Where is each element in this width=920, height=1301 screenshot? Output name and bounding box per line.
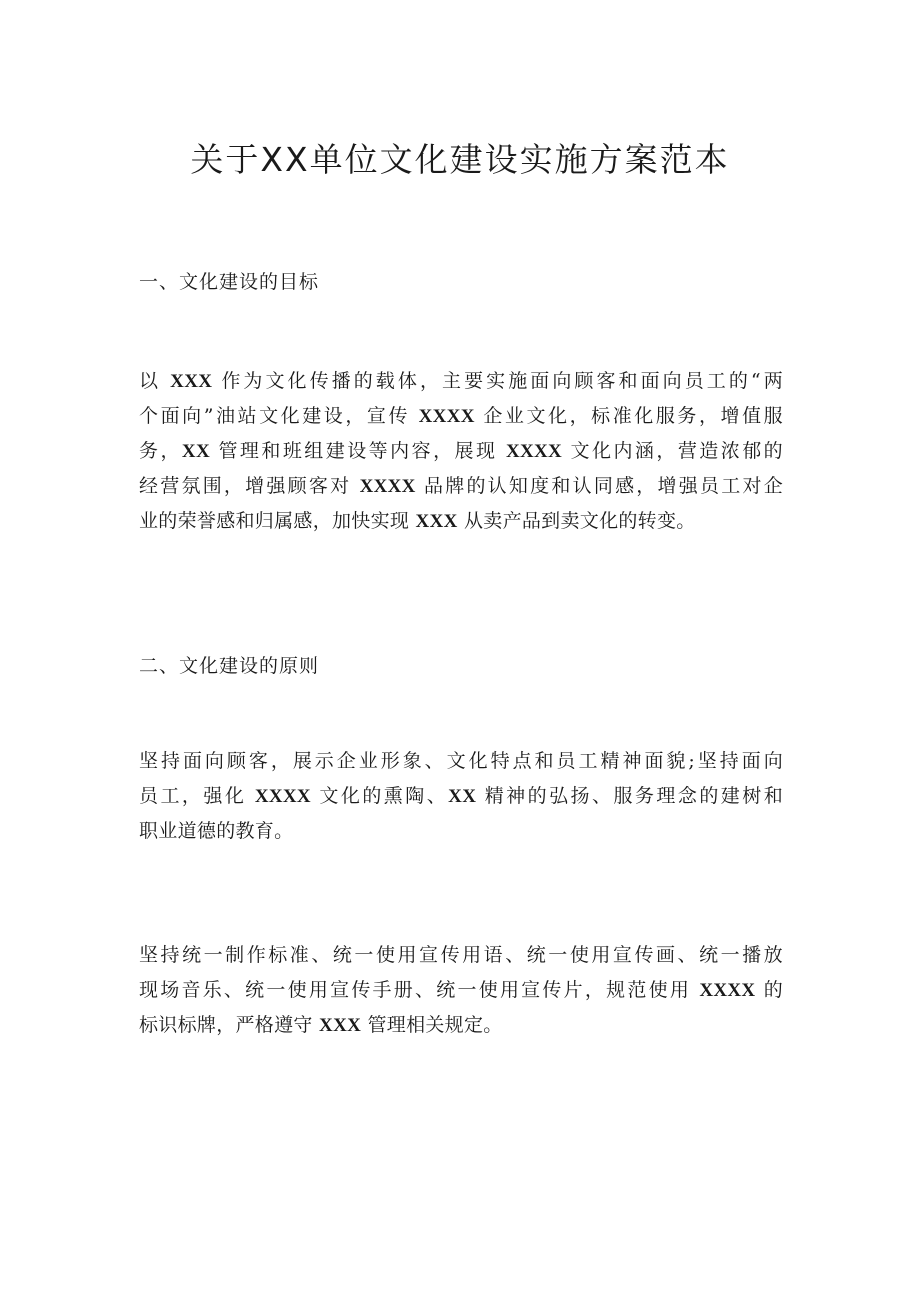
paragraph-line: 业的荣誉感和归属感，加快实现 XXX 从卖产品到卖文化的转变。 (139, 510, 696, 532)
paragraph-line: 经营氛围，增强顾客对 XXXX 品牌的认知度和认同感，增强员工对企 (139, 475, 783, 497)
paragraph-line: 坚持面向顾客，展示企业形象、文化特点和员工精神面貌;坚持面向 (139, 750, 783, 772)
placeholder-token: XX (181, 441, 210, 462)
principles-paragraph-1 (139, 744, 783, 849)
paragraph-line: 员工，强化 XXXX 文化的熏陶、XX 精神的弘扬、服务理念的建树和 (139, 785, 784, 807)
placeholder-token: XXXX (699, 980, 756, 1001)
section-heading-goals: 一、文化建设的目标 (139, 271, 320, 293)
placeholder-token: XXXX (505, 441, 563, 462)
goals-paragraph (139, 364, 783, 539)
paragraph-line: 以 XXX 作为文化传播的载体，主要实施面向顾客和面向员工的“两 (139, 370, 783, 392)
placeholder-token: XXX (170, 371, 213, 392)
placeholder-token: XXX (319, 1015, 362, 1036)
placeholder-token: XXXX (359, 476, 416, 497)
placeholder-token: XXXX (254, 786, 311, 807)
principles-paragraph-2 (139, 938, 783, 1043)
paragraph-line: 现场音乐、统一使用宣传手册、统一使用宣传片，规范使用 XXXX 的 (139, 979, 783, 1001)
paragraph-line: 个面向”油站文化建设，宣传 XXXX 企业文化，标准化服务，增值服 (139, 405, 783, 427)
placeholder-token: XXXX (418, 406, 475, 427)
paragraph-line: 务，XX 管理和班组建设等内容，展现 XXXX 文化内涵，营造浓郁的 (139, 440, 783, 462)
placeholder-token: XXX (415, 511, 458, 532)
paragraph-line: 坚持统一制作标准、统一使用宣传用语、统一使用宣传画、统一播放 (139, 944, 783, 966)
placeholder-token: XX (448, 786, 477, 807)
paragraph-line: 标识标牌，严格遵守 XXX 管理相关规定。 (139, 1014, 503, 1036)
section-heading-principles: 二、文化建设的原则 (139, 655, 320, 677)
document-title: 关于XX单位文化建设实施方案范本 (190, 140, 730, 179)
paragraph-line: 职业道德的教育。 (139, 820, 294, 842)
